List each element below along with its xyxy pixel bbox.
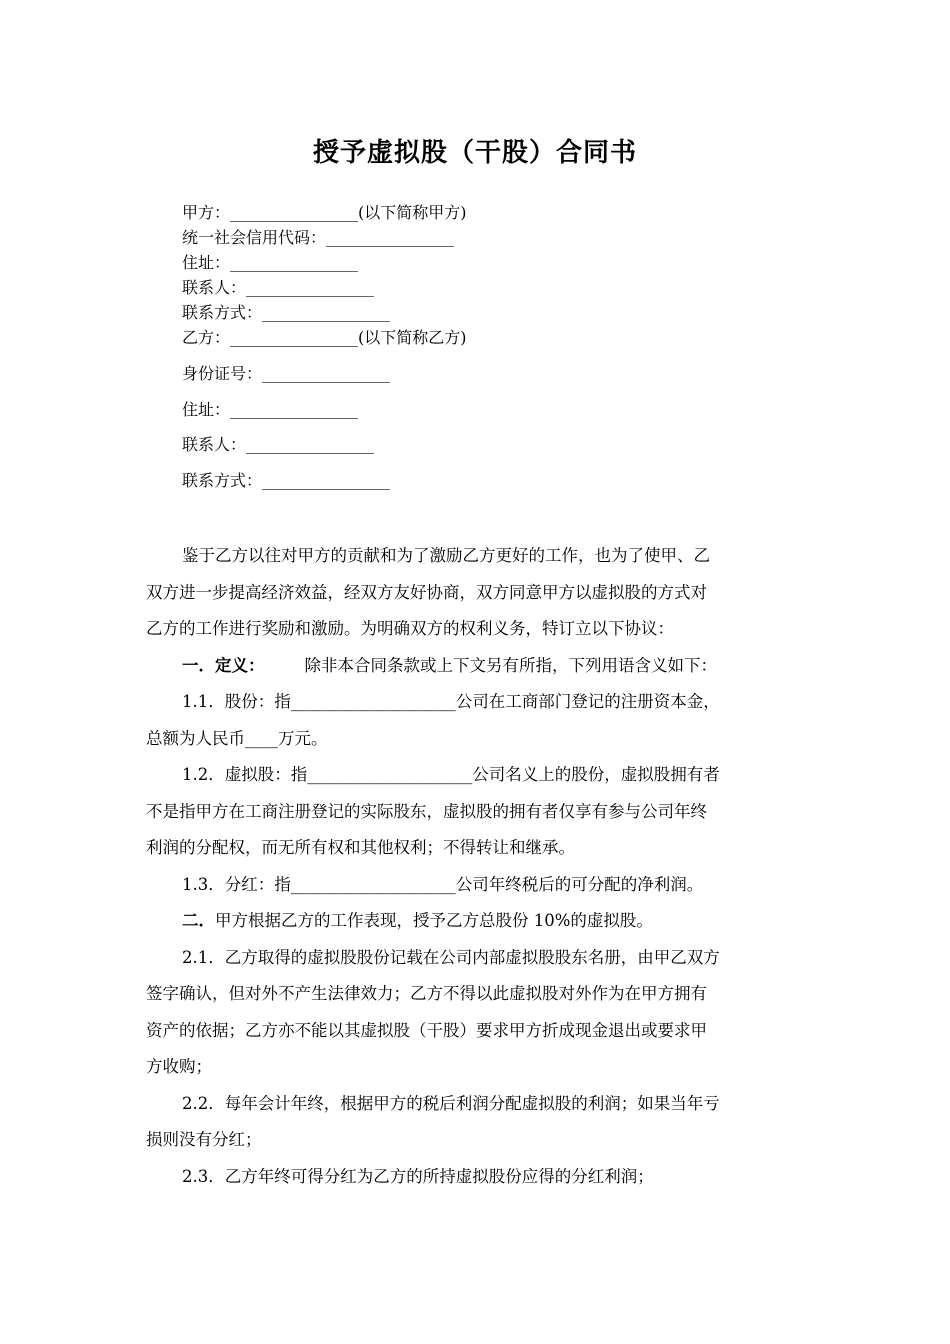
clause-2-1-line: 方收购； [146,1057,212,1076]
party-a-name: 甲方：________________(以下简称甲方) [182,203,467,222]
party-b-phone: 联系方式：________________ [182,471,391,490]
clause-1-2-line: 1.2．虚拟股：指____________________公司名义上的股份，虚拟股拥有者 [182,765,720,784]
clause-2-1-line: 2.1．乙方取得的虚拟股股份记载在公司内部虚拟股股东名册，由甲乙双方 [182,947,720,967]
section-1-intro: 除非本合同条款或上下文另有所指，下列用语含义如下： [304,655,717,675]
clause-1-2-line: 利润的分配权，而无所有权和其他权利；不得转让和继承。 [146,838,575,857]
clause-1-2-line: 不是指甲方在工商注册登记的实际股东，虚拟股的拥有者仅享有参与公司年终 [146,801,707,821]
preamble-line: 鉴于乙方以往对甲方的贡献和为了激励乙方更好的工作，也为了使甲、乙 [182,546,710,565]
party-b-name: 乙方：________________(以下简称乙方) [182,328,467,347]
party-a-address: 住址：________________ [182,253,359,272]
document-title: 授予虚拟股（干股）合同书 [312,138,637,168]
clause-2-2-line: 2.2．每年会计年终，根据甲方的税后利润分配虚拟股的利润；如果当年亏 [182,1093,720,1113]
section-2 [146,903,806,940]
clause-1-3: 1.3．分红：指____________________公司年终税后的可分配的净利润。 [182,874,704,894]
clause-1-1-line: 1.1．股份：指____________________公司在工商部门登记的注册资本金， [182,692,720,711]
section-2-text: 甲方根据乙方的工作表现，授予乙方总股份 10%的虚拟股。 [215,911,653,930]
party-b-id: 身份证号：________________ [182,364,391,383]
party-b-address: 住址：________________ [182,400,359,419]
party-a-phone: 联系方式：________________ [182,303,391,322]
section-1 [146,648,806,685]
clause-2-3: 2.3．乙方年终可得分红为乙方的所持虚拟股份应得的分红利润； [182,1166,654,1186]
preamble-line: 双方进一步提高经济效益，经双方友好协商，双方同意甲方以虚拟股的方式对 [146,582,707,602]
clause-2-1-line: 资产的依据；乙方亦不能以其虚拟股（干股）要求甲方折成现金退出或要求甲 [146,1020,707,1040]
party-a-credit-code: 统一社会信用代码：________________ [182,228,455,247]
party-a-contact: 联系人：________________ [182,278,375,297]
party-b-contact: 联系人：________________ [182,435,375,454]
preamble-line: 乙方的工作进行奖励和激励。为明确双方的权利义务，特订立以下协议： [146,619,674,638]
section-1-heading: 一．定义： [182,655,265,675]
body-text [146,538,806,1195]
clause-1-1-line: 总额为人民币____万元。 [146,728,328,748]
clause-2-2-line: 损则没有分红； [146,1130,262,1149]
clause-2-1-line: 签字确认，但对外不产生法律效力；乙方不得以此虚拟股对外作为在甲方拥有 [146,984,707,1003]
section-2-heading: 二． [182,911,215,930]
